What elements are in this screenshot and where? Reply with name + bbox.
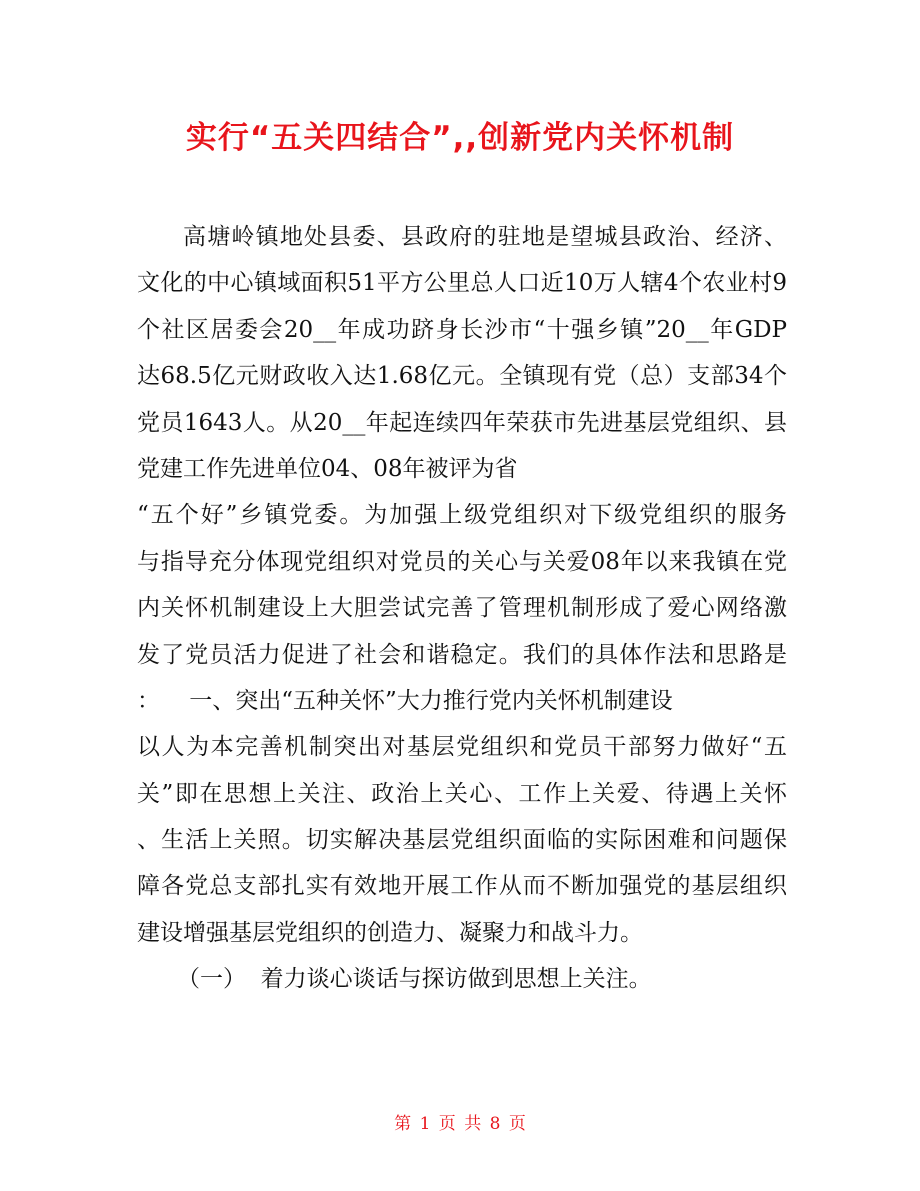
document-body <box>137 214 787 1003</box>
paragraph-line: 文化的中心镇域面积51平方公里总人口近10万人辖4个农业村9 <box>137 270 787 297</box>
paragraph-line: 个社区居委会20__年成功跻身长沙市“十强乡镇”20__年GDP <box>137 316 787 343</box>
section-heading-line: ： 一、突出“五种关怀”大力推行党内关怀机制建设 <box>137 687 673 714</box>
paragraph-line: 以人为本完善机制突出对基层党组织和党员干部努力做好“五 <box>137 734 787 761</box>
paragraph-line: “五个好”乡镇党委。为加强上级党组织对下级党组织的服务 <box>137 502 787 529</box>
paragraph-line: 党员1643人。从20__年起连续四年荣获市先进基层党组织、县 <box>137 409 787 436</box>
paragraph-line: 建设增强基层党组织的创造力、凝聚力和战斗力。 <box>137 919 643 946</box>
paragraph-line: 发了党员活力促进了社会和谐稳定。我们的具体作法和思路是 <box>137 641 787 668</box>
paragraph-line: 内关怀机制建设上大胆尝试完善了管理机制形成了爱心网络激 <box>137 595 787 622</box>
paragraph-line: 高塘岭镇地处县委、县政府的驻地是望城县政治、经济、 <box>183 224 787 250</box>
paragraph-line: 与指导充分体现党组织对党员的关心与关爱08年以来我镇在党 <box>137 548 787 575</box>
subsection-heading-line: （一） 着力谈心谈话与探访做到思想上关注。 <box>177 966 652 993</box>
page-footer: 第 1 页 共 8 页 <box>394 1114 526 1134</box>
paragraph-line: 关”即在思想上关注、政治上关心、工作上关爱、待遇上关怀 <box>137 780 787 807</box>
paragraph-line: 达68.5亿元财政收入达1.68亿元。全镇现有党（总）支部34个 <box>137 363 787 390</box>
paragraph-line: 障各党总支部扎实有效地开展工作从而不断加强党的基层组织 <box>137 873 787 900</box>
document-title: 实行“五关四结合”,,创新党内关怀机制 <box>185 120 735 156</box>
paragraph-line: 、生活上关照。切实解决基层党组织面临的实际困难和问题保 <box>137 827 787 854</box>
paragraph-line: 党建工作先进单位04、08年被评为省 <box>137 455 518 482</box>
